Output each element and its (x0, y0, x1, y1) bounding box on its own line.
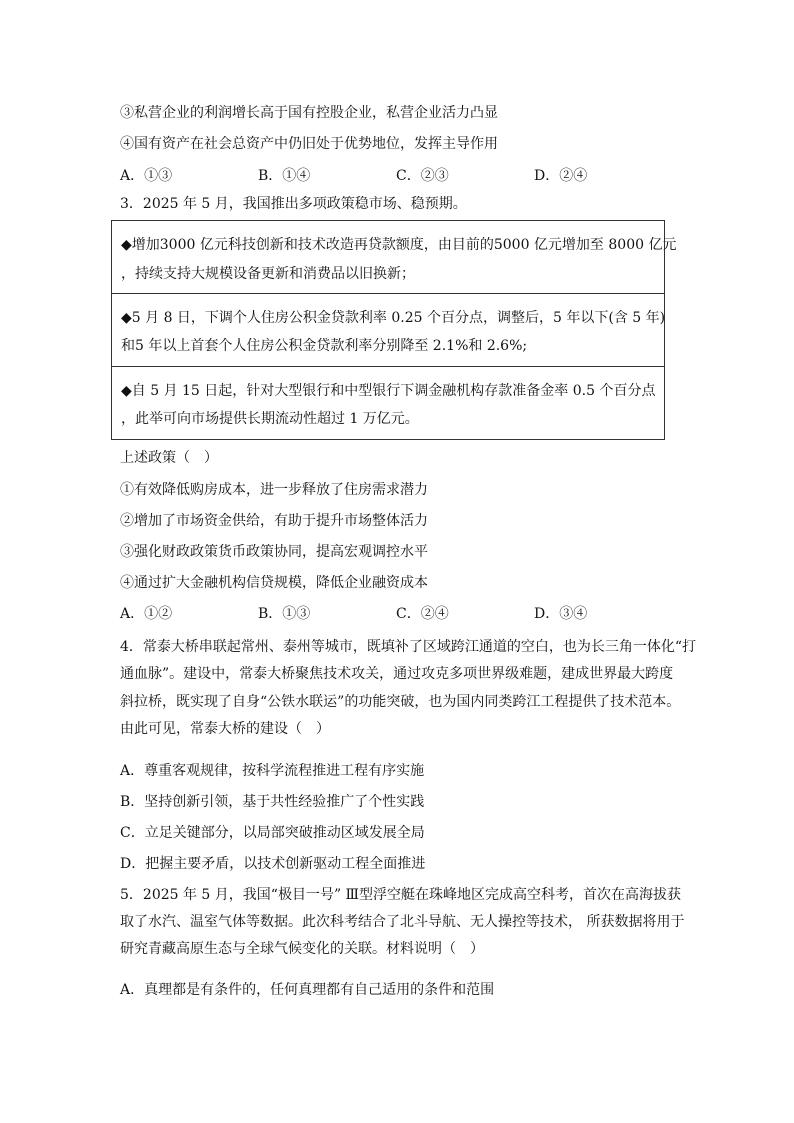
q3-policy-box (111, 220, 677, 440)
q3-option-a[interactable]: A．①② (120, 606, 173, 622)
q3-option-c[interactable]: C．②④ (396, 606, 449, 622)
q2-item-3: ③私营企业的利润增长高于国有控股企业，私营企业活力凸显 (120, 105, 498, 121)
q3-item-1: ①有效降低购房成本，进一步释放了住房需求潜力 (120, 482, 428, 498)
q2-item-4: ④国有资产在社会总资产中仍旧处于优势地位，发挥主导作用 (120, 136, 498, 152)
policy-cell-1 (112, 221, 677, 294)
policy-3-line-1: ◆自 5 月 15 日起，针对大型银行和中型银行下调金融机构存款准备金率 0.5 个百分点 (121, 383, 656, 399)
q3-option-d[interactable]: D．③④ (534, 606, 588, 622)
policy-2-line-2: 和5 年以上首套个人住房公积金贷款利率分别降至 2.1%和 2.6%; (121, 338, 528, 354)
q4-stem-line-4: 由此可见，常泰大桥的建设（ ） (120, 721, 330, 737)
q4-option-c[interactable]: C．立足关键部分，以局部突破推动区域发展全局 (120, 825, 425, 841)
policy-cell-2 (112, 294, 664, 367)
q4-option-d[interactable]: D．把握主要矛盾，以技术创新驱动工程全面推进 (120, 856, 426, 872)
q3-item-4: ④通过扩大金融机构信贷规模，降低企业融资成本 (120, 575, 428, 591)
q3-item-2: ②增加了市场资金供给，有助于提升市场整体活力 (120, 513, 428, 529)
policy-1-line-1: ◆增加3000 亿元科技创新和技术改造再贷款额度，由目前的5000 亿元增加至 8000 亿元 (121, 237, 677, 253)
q4-option-a[interactable]: A．尊重客观规律，按科学流程推进工程有序实施 (120, 763, 425, 779)
q4-stem-line-1: 4．常泰大桥串联起常州、泰州等城市，既填补了区域跨江通道的空白，也为长三角一体化“打 (120, 639, 697, 655)
q5-option-a[interactable]: A．真理都是有条件的，任何真理都有自己适用的条件和范围 (120, 982, 495, 998)
q2-option-c[interactable]: C．②③ (396, 168, 449, 184)
q5-stem-line-3: 研究青藏高原生态与全球气候变化的关联。材料说明（ ） (120, 941, 484, 957)
q5-stem-line-2: 取了水汽、温室气体等数据。此次科考结合了北斗导航、无人操控等技术， 所获数据将用于 (120, 914, 685, 930)
q4-stem-line-3: 斜拉桥，既实现了自身“公铁水联运”的功能突破，也为国内同类跨江工程提供了技术范本。 (120, 694, 681, 710)
q2-option-d[interactable]: D．②④ (534, 168, 588, 184)
q4-option-b[interactable]: B．坚持创新引领，基于共性经验推广了个性实践 (120, 794, 425, 810)
q5-stem-line-1: 5．2025 年 5 月，我国“极目一号” Ⅲ型浮空艇在珠峰地区完成高空科考，首次在高海拔获 (120, 887, 682, 903)
policy-3-line-2: ，此举可向市场提供长期流动性超过 1 万亿元。 (121, 411, 419, 427)
q2-option-b[interactable]: B．①④ (258, 168, 311, 184)
q3-option-b[interactable]: B．①③ (258, 606, 311, 622)
q2-option-a[interactable]: A．①③ (120, 168, 173, 184)
policy-1-line-2: ，持续支持大规模设备更新和消费品以旧换新； (121, 266, 415, 282)
q3-item-3: ③强化财政政策货币政策协同，提高宏观调控水平 (120, 544, 428, 560)
q3-stem: 3．2025 年 5 月，我国推出多项政策稳市场、稳预期。 (120, 196, 467, 212)
policy-cell-3 (112, 367, 664, 439)
q3-prompt: 上述政策（ ） (120, 450, 218, 466)
policy-2-line-1: ◆5 月 8 日，下调个人住房公积金贷款利率 0.25 个百分点，调整后，5 年以下(含 5 年) (121, 310, 666, 326)
q4-stem-line-2: 通血脉”。建设中，常泰大桥聚焦技术攻关，通过攻克多项世界级难题，建成世界最大跨度 (120, 666, 674, 682)
